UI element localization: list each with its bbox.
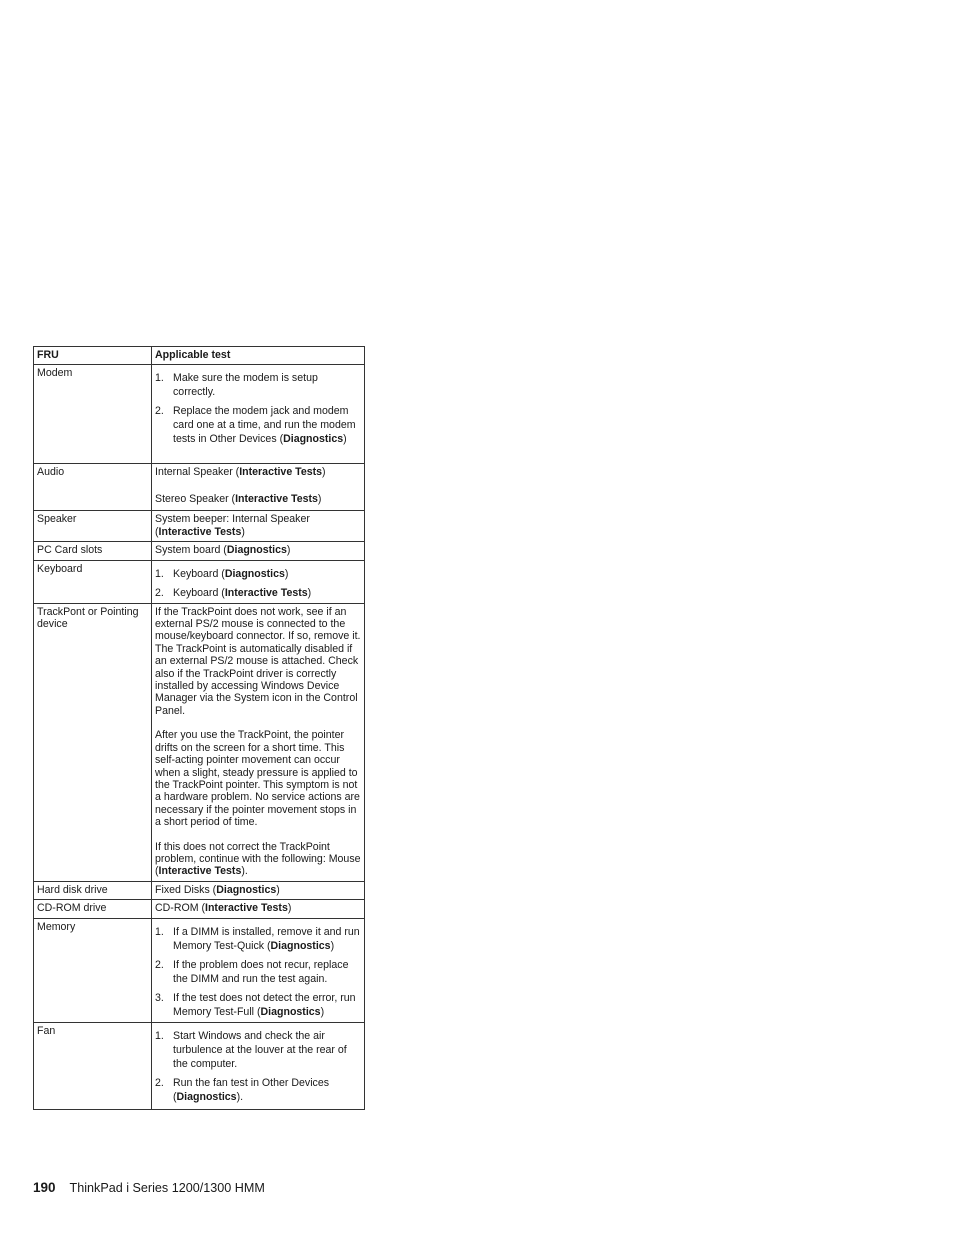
fru-test-table [33,346,365,1110]
paragraph: If the TrackPoint does not work, see if an external PS/2 mouse is connected to the mouse/keyboard connector. If so, remove it. The TrackPoint is automatically disabled if an external PS/2 mouse is attached. Check also if the TrackPoint driver is correctly installed by accessing Windows Device Manager via the System icon in the Control Panel. [155,605,361,717]
list-item: 1. Make sure the modem is setup correctly. [155,372,318,399]
test-line: Internal Speaker (Interactive Tests) [155,466,326,479]
test-cell: System board (Diagnostics) [152,542,365,560]
step-list [155,1029,361,1104]
list-item: 2. Replace the modem jack and modem card one at a time, and run the modem tests in Other Devices (Diagnostics) [155,405,356,446]
test-line: Stereo Speaker (Interactive Tests) [155,492,322,505]
fru-cell: Fan [34,1022,152,1109]
fru-cell: TrackPont or Pointing device [34,603,152,881]
step-list [155,567,361,600]
list-item: 2. If the problem does not recur, replace the DIMM and run the test again. [155,958,349,985]
fru-cell: Memory [34,918,152,1022]
list-item: 1. If a DIMM is installed, remove it and run Memory Test-Quick (Diagnostics) [155,925,360,952]
table-row-trackpoint [34,603,365,881]
paragraph: After you use the TrackPoint, the pointer drifts on the screen for a short time. This self-acting pointer movement can occur when a slight, steady pressure is applied to the TrackPoint pointer. This symptom is not a hardware problem. No service actions are necessary if the pointer movement stops in a short period of time. [155,729,360,829]
table-row-speaker [34,511,365,542]
list-item: 3. If the test does not detect the error, run Memory Test-Full (Diagnostics) [155,991,356,1018]
fru-cell: Audio [34,464,152,511]
list-item: 2. Keyboard (Interactive Tests) [155,586,312,599]
table-row-audio [34,464,365,511]
header-applicable-test: Applicable test [152,347,365,365]
table-row-hard-disk-drive [34,881,365,899]
paragraph: If this does not correct the TrackPoint problem, continue with the following: Mouse (Interactive Tests). [155,840,361,878]
fru-cell: Modem [34,365,152,464]
header-fru: FRU [34,347,152,365]
page-number: 190 [33,1180,56,1195]
test-cell: System beeper: Internal Speaker (Interactive Tests) [152,511,365,542]
table-row-modem [34,365,365,464]
table-row-keyboard [34,560,365,603]
fru-cell: Hard disk drive [34,881,152,899]
test-cell [152,365,365,464]
test-cell: Fixed Disks (Diagnostics) [152,881,365,899]
list-item: 1. Keyboard (Diagnostics) [155,567,289,580]
fru-cell: Keyboard [34,560,152,603]
table-row-pc-card-slots [34,542,365,560]
table-row-cd-rom-drive [34,900,365,918]
test-cell [152,464,365,511]
fru-cell: PC Card slots [34,542,152,560]
test-cell [152,1022,365,1109]
fru-cell: Speaker [34,511,152,542]
document-title: ThinkPad i Series 1200/1300 HMM [69,1181,265,1195]
list-item: 2. Run the fan test in Other Devices (Diagnostics). [155,1076,330,1103]
step-list [155,371,361,446]
table-row-fan [34,1022,365,1109]
table-header-row [34,347,365,365]
test-cell [152,603,365,881]
test-cell [152,560,365,603]
fru-cell: CD-ROM drive [34,900,152,918]
test-cell [152,918,365,1022]
page-footer [33,1180,265,1195]
list-item: 1. Start Windows and check the air turbulence at the louver at the rear of the computer. [155,1029,347,1070]
step-list [155,925,361,1019]
table-row-memory [34,918,365,1022]
test-cell: CD-ROM (Interactive Tests) [152,900,365,918]
